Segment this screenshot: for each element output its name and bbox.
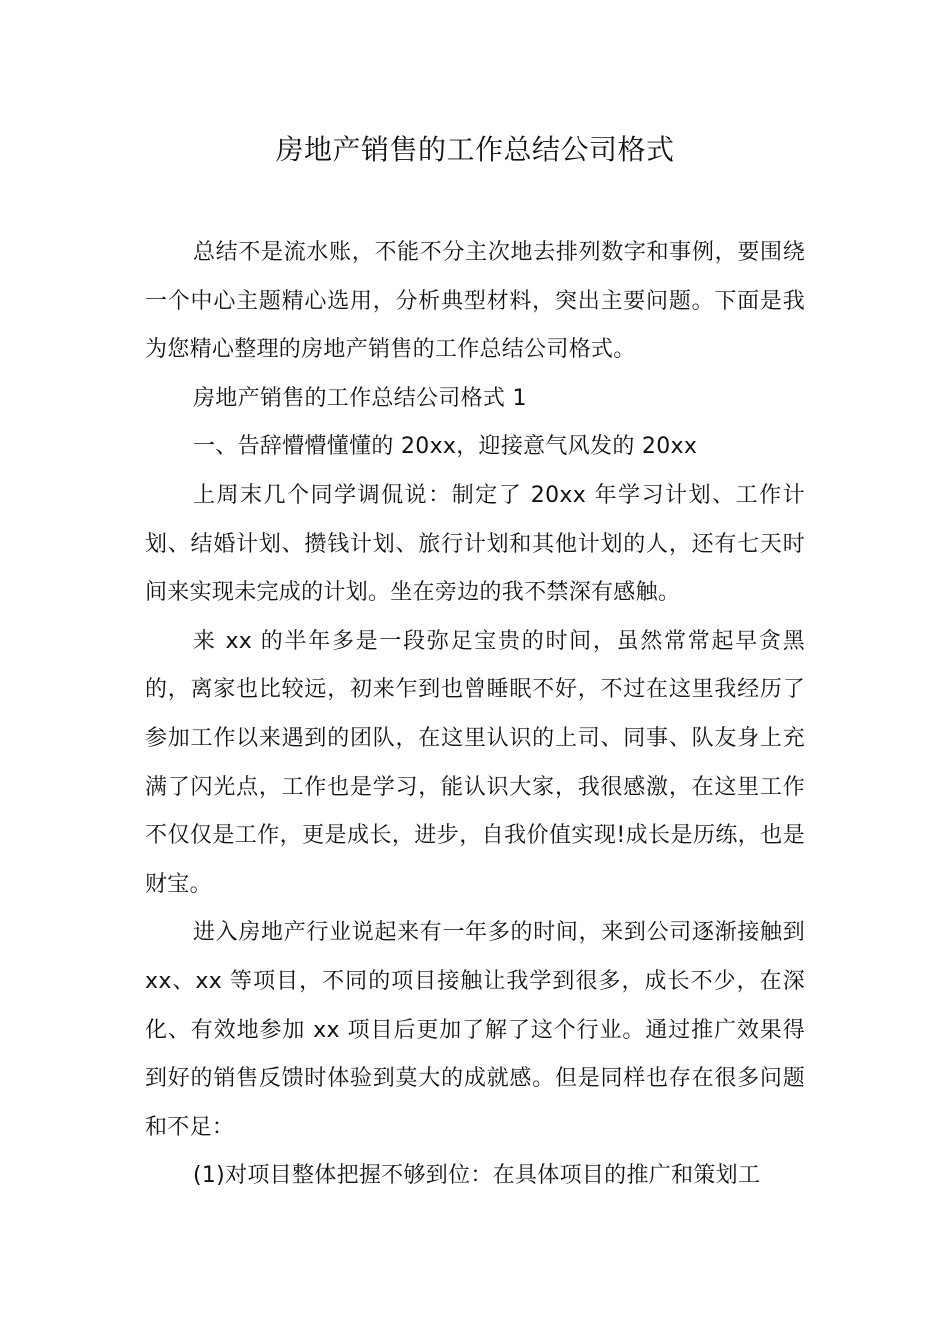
paragraph-section-heading: 房地产销售的工作总结公司格式 1 xyxy=(193,385,527,411)
paragraph-half-year: 来 xx 的半年多是一段弥足宝贵的时间，虽然常常起早贪黑的，离家也比较远，初来乍到也曾睡眠不好，不过在这里我经历了参加工作以来遇到的团队，在这里认识的上司、同事、队友身上充满了闪光点，工作也是学习，能认识大家，我很感激，在这里工作不仅仅是工作，更是成长，进步，自我价值实现!成长是历练，也是财宝。 xyxy=(145,628,805,897)
paragraph-industry: 进入房地产行业说起来有一年多的时间，来到公司逐渐接触到 xx、xx 等项目，不同的项目接触让我学到很多，成长不少，在深化、有效地参加 xx 项目后更加了解了这个行业。通过推广效果得到好的销售反馈时体验到莫大的成就感。但是同样也存在很多问题和不足： xyxy=(145,920,805,1140)
document-title: 房地产销售的工作总结公司格式 xyxy=(275,133,675,166)
paragraph-issue-1: (1)对项目整体把握不够到位：在具体项目的推广和策划工 xyxy=(193,1163,761,1189)
paragraph-intro: 总结不是流水账，不能不分主次地去排列数字和事例，要围绕一个中心主题精心选用，分析典型材料，突出主要问题。下面是我为您精心整理的房地产销售的工作总结公司格式。 xyxy=(145,240,805,363)
paragraph-subheading: 一、告辞懵懵懂懂的 20xx，迎接意气风发的 20xx xyxy=(193,434,698,460)
paragraph-plans: 上周末几个同学调侃说：制定了 20xx 年学习计划、工作计划、结婚计划、攒钱计划、旅行计划和其他计划的人，还有七天时间来实现未完成的计划。坐在旁边的我不禁深有感触。 xyxy=(145,482,805,606)
document-body xyxy=(145,229,805,1201)
